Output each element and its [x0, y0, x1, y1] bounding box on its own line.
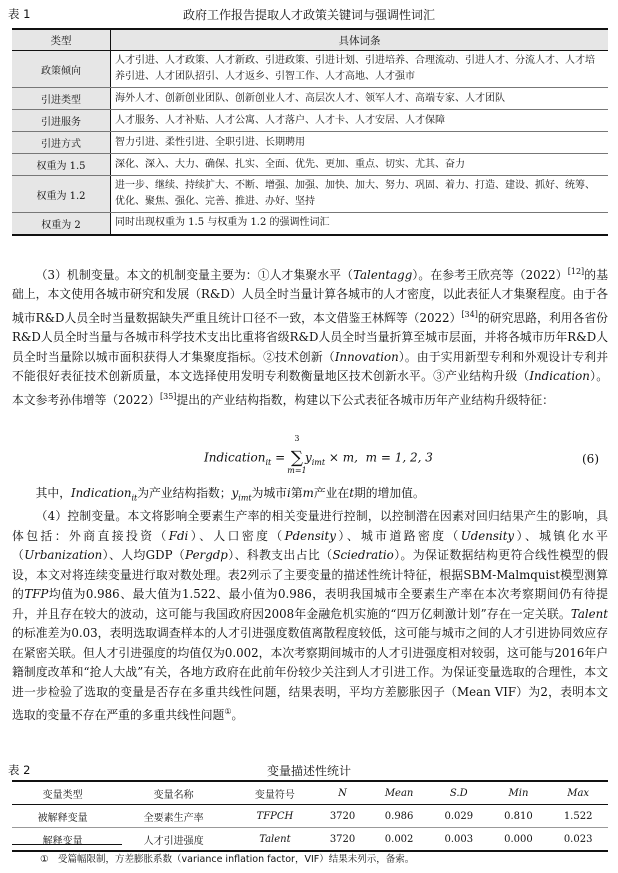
- table2-cell: 人才引进强度: [143, 835, 204, 847]
- table1-type-cell: 权重为 1.2: [12, 176, 111, 213]
- variable-name: Fdi: [168, 528, 189, 543]
- equation-6: [0, 434, 618, 480]
- table1-type-cell: 引进类型: [12, 88, 111, 110]
- sum-lower-limit: m=1: [287, 466, 307, 475]
- text-run: 为产业结构指数；: [137, 486, 232, 500]
- text-run: ）、城镇化水平（: [12, 528, 608, 562]
- table1: [12, 28, 608, 236]
- table2-header-cell: N: [316, 781, 369, 805]
- table2-cell: 0.000: [504, 833, 533, 845]
- equation-subscript: it: [265, 457, 272, 467]
- table-row: [12, 132, 608, 154]
- text-run: ）。本文参考孙伟增等（2022）: [12, 369, 608, 407]
- table2-cell: 0.003: [444, 833, 474, 845]
- variable-name: Indication: [71, 486, 132, 500]
- citation-ref: [12]: [567, 267, 585, 276]
- variable-name: TFP: [24, 587, 49, 601]
- footnote: ① 受篇幅限制，方差膨胀系数（variance inflation factor，VIF）结果未列示，备索。: [40, 854, 415, 865]
- sum-upper-limit: 3: [294, 434, 300, 443]
- table2-cell: 0.002: [384, 833, 414, 845]
- table1-header-row: [12, 29, 608, 51]
- text-run: ）、科教支出占比（: [227, 548, 333, 562]
- table2-cell: 3720: [316, 805, 369, 828]
- table2-cell: 0.029: [429, 805, 489, 828]
- table2-cell: 3720: [329, 833, 356, 845]
- variable-name: Sciedratio: [332, 548, 394, 562]
- table2-cell: 解释变量: [42, 835, 83, 847]
- table2-header-cell: 变量类型: [12, 781, 113, 805]
- text-run: 提出的产业结构指数，构建以下公式表征各城市历年产业结构升级特征：: [176, 392, 554, 407]
- table2-cell: 全要素生产率: [113, 805, 234, 828]
- table-row: [12, 213, 608, 235]
- equation-expression: [204, 434, 433, 475]
- table2-header-cell: Min: [489, 781, 549, 805]
- variable-name: Indication: [529, 369, 590, 384]
- variable-name: y: [231, 486, 239, 500]
- table2-header-row: [12, 781, 608, 805]
- table1-words-cell: 海外人才、创新创业团队、创新创业人才、高层次人才、领军人才、高端专家、人才团队: [111, 88, 609, 110]
- equation-condition: m = 1, 2, 3: [365, 450, 433, 465]
- text-run: 的基础上，本文使用各城市研究和发展（R&D）人员全时当量计算各城市的人才密度，以此表征人才集聚程度。由于各城市R&D人员全时当量数据缺失严重且统计口径不一致，本文借鉴王林辉等（2022）: [12, 267, 608, 325]
- variable-name: Udensity: [460, 528, 515, 543]
- table-row: [12, 51, 608, 88]
- equation-subscript: imt: [311, 457, 326, 467]
- table1-header-type: 类型: [12, 29, 111, 51]
- variable-name: Urbanization: [24, 548, 103, 562]
- text-run: ）。由于实用新型专利和外观设计专利并不能很好表征技术创新质量，本文选择使用发明专利数衡量地区技术创新水平。③产业结构升级（: [12, 349, 608, 384]
- text-run: （4）控制变量。本文将影响全要素生产率的相关变量进行控制，以控制潜在因素对回归结果产生的影响，具体包括：外商直接投资（: [12, 509, 608, 543]
- table1-type-cell: 引进服务: [12, 110, 111, 132]
- subscript: imt: [238, 493, 252, 503]
- table-row: [12, 154, 608, 176]
- control-paragraph: [12, 507, 608, 725]
- table-row: [12, 828, 608, 852]
- text-run: 其中，: [35, 486, 71, 500]
- variable-name: Innovation: [334, 349, 399, 364]
- table2-cell: 0.023: [563, 833, 593, 845]
- table-row: [12, 110, 608, 132]
- equation-number: (6): [582, 452, 599, 466]
- mechanism-paragraph: [12, 262, 608, 410]
- table1-type-cell: 权重为 2: [12, 213, 111, 235]
- subscript: it: [131, 493, 138, 503]
- equation-term: y: [304, 450, 312, 465]
- formula-note: [12, 484, 608, 508]
- table2-cell: 0.986: [369, 805, 429, 828]
- sum-operator: [287, 434, 307, 475]
- table-row: [12, 88, 608, 110]
- table1-words-cell: 人才引进、人才政策、人才新政、引进政策、引进计划、引进培养、合理流动、引进人才、分流人才、人才培养引进、人才团队招引、人才返乡、引智工作、人才高地、人才强市: [111, 51, 609, 88]
- variable-name: m: [302, 486, 314, 500]
- table2-cell: Talent: [259, 833, 291, 845]
- table2-cell: 1.522: [548, 805, 608, 828]
- table2-header-cell: Mean: [369, 781, 429, 805]
- variable-name: Talentagg: [353, 267, 413, 282]
- text-run: ）。在参考王欣亮等（2022）: [412, 267, 568, 282]
- text-run: 产业在: [313, 486, 350, 500]
- table1-title: 政府工作报告提取人才政策关键词与强调性词汇: [182, 8, 435, 22]
- sum-sign: ∑: [290, 448, 304, 468]
- text-run: ）、人口密度（: [188, 528, 285, 543]
- text-run: 为城市: [251, 486, 288, 500]
- table1-words-cell: 智力引进、柔性引进、全职引进、长期聘用: [111, 132, 609, 154]
- equation-equals: =: [271, 450, 289, 465]
- text-run: 均值为0.986、最大值为1.522、最小值为0.986，表明我国城市全要素生产率在本次考察期间仍有待提升，并且存在较大的波动，这可能与我国政府因2008年金融危机实施的“四万亿刺激计划”存在一定关联。: [12, 587, 608, 621]
- table1-type-cell: 权重为 1.5: [12, 154, 111, 176]
- table1-header-words: 具体词条: [111, 29, 609, 51]
- table1-words-cell: 深化、深入、大力、确保、扎实、全面、优先、更加、重点、切实、尤其、奋力: [111, 154, 609, 176]
- table2-cell: TFPCH: [234, 805, 316, 828]
- variable-name: i: [287, 486, 291, 500]
- table2-title: 变量描述性统计: [266, 764, 351, 778]
- table1-words-cell: 进一步、继续、持续扩大、不断、增强、加强、加快、加大、努力、巩固、着力、打造、建设、抓好、统筹、优化、聚焦、强化、完善、推进、办好、坚持: [111, 176, 609, 213]
- citation-ref: [35]: [160, 391, 177, 401]
- variable-name: Talent: [570, 606, 608, 621]
- table1-label: 表 1: [8, 7, 31, 21]
- table2: [12, 780, 608, 852]
- equation-times: × m,: [325, 450, 358, 465]
- table1-words-cell: 同时出现权重为 1.5 与权重为 1.2 的强调性词汇: [115, 217, 330, 229]
- table2-cell: 0.810: [489, 805, 549, 828]
- table2-header-cell: Max: [548, 781, 608, 805]
- text-run: 。: [231, 707, 244, 722]
- table1-words-cell: 人才服务、人才补贴、人才公寓、人才落户、人才卡、人才安居、人才保障: [111, 110, 609, 132]
- variable-name: Pdensity: [284, 528, 336, 543]
- footnote-marker: ①: [224, 707, 232, 716]
- table1-type-cell: 政策倾向: [12, 51, 111, 88]
- citation-ref: [34]: [461, 309, 478, 319]
- equation-lhs: Indication: [204, 450, 266, 465]
- text-run: ）、城市道路密度（: [335, 528, 461, 543]
- text-run: 第: [290, 486, 303, 500]
- table-row: [12, 805, 608, 828]
- text-run: ）、人均GDP（: [102, 548, 186, 562]
- text-run: 的研究思路，利用各省份R&D人员全时当量与各城市科学技术支出比重将省级R&D人员全时当量折算至城市层面，并将各城市历年R&D人员全时当量除以城市面积获得人才集聚度指标。②技术创新（: [12, 310, 608, 364]
- table-row: [12, 176, 608, 213]
- variable-name: t: [349, 486, 354, 500]
- text-run: 的标准差为0.03，表明选取调查样本的人才引进强度数值离散程度较低，这可能与城市之间的人才引进协同效应存在紧密关联。但人才引进强度的均值仅为0.002，本次考察期间城市的人才引进强度相对较弱，这可能与2016年户籍制度改革和“抢人大战”有关，各地方政府在此前年份较少关注到人才引进工作。为保证变量选取的合理性，本文进一步检验了选取的变量是否存在多重共线性问题，结果表明，平均方差膨胀因子（Mean VIF）为2，表明本文选取的变量不存在严重的多重共线性问题: [12, 626, 608, 722]
- table1-type-cell: 引进方式: [12, 132, 111, 154]
- text-run: （3）机制变量。本文的机制变量主要为：①人才集聚水平（: [35, 267, 354, 282]
- footnote-rule: [12, 844, 122, 845]
- text-run: ）。为保证数据结构更符合线性模型的假设，本文对将连续变量进行取对数处理。表2列示了主要变量的描述性统计特征，根据SBM-Malmquist模型测算的: [12, 548, 608, 601]
- table2-header-cell: S.D: [429, 781, 489, 805]
- table2-cell: 被解释变量: [12, 805, 113, 828]
- table2-header-cell: 变量符号: [234, 781, 316, 805]
- table2-header-cell: 变量名称: [113, 781, 234, 805]
- variable-name: Pergdp: [185, 548, 228, 562]
- text-run: 期的增加值。: [353, 486, 425, 500]
- table2-label: 表 2: [8, 763, 31, 777]
